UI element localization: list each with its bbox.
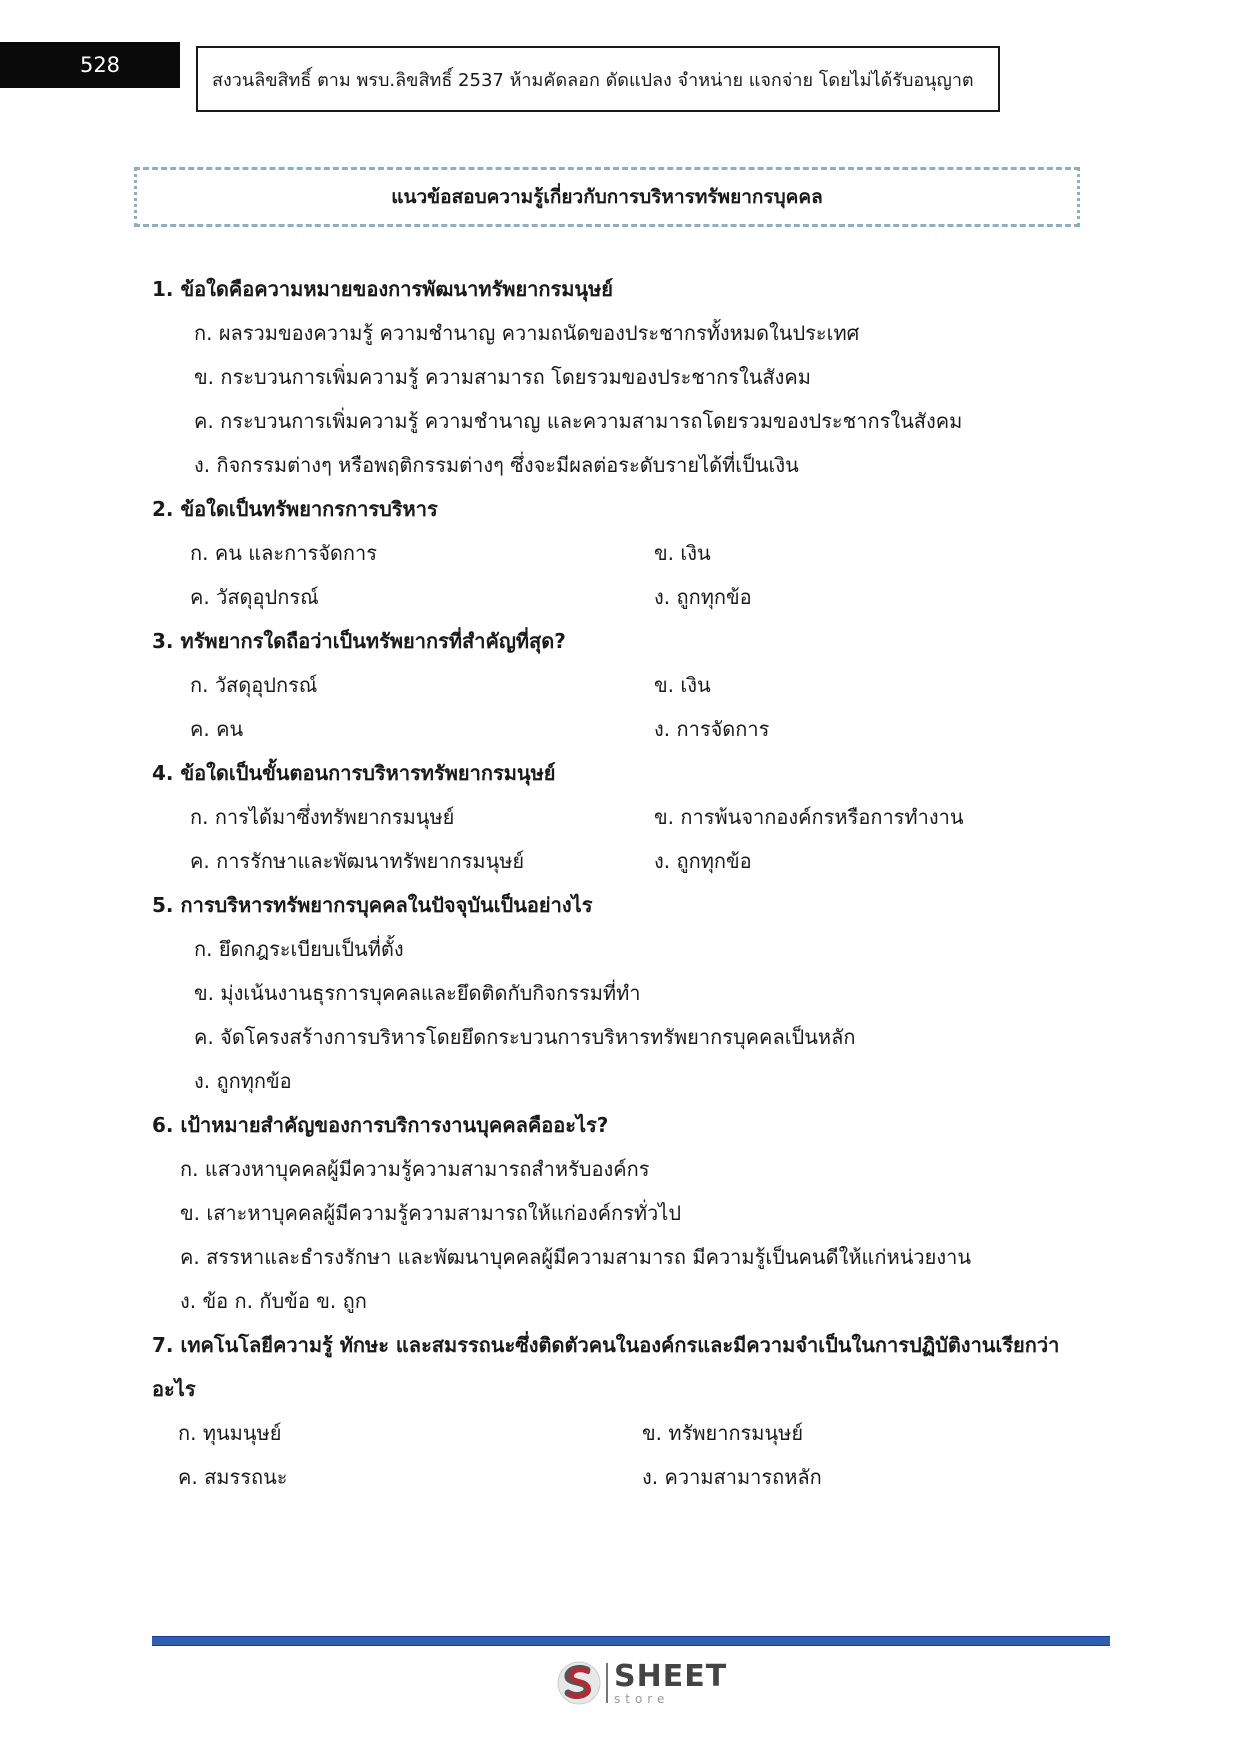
- q6-option-c: ค. สรรหาและธำรงรักษา และพัฒนาบุคคลผู้มีความสามารถ มีความรู้เป็นคนดีให้แก่หน่วยงาน: [180, 1245, 972, 1269]
- question-3: 3. ทรัพยากรใดถือว่าเป็นทรัพยากรที่สำคัญที่สุด?: [152, 629, 566, 653]
- q5-option-c: ค. จัดโครงสร้างการบริหารโดยยึดกระบวนการบริหารทรัพยากรบุคคลเป็นหลัก: [194, 1025, 856, 1049]
- q3-option-c: ค. คน: [190, 717, 244, 741]
- q2-option-d: ง. ถูกทุกข้อ: [654, 585, 752, 609]
- page-number: 528: [0, 42, 180, 88]
- question-list: [152, 267, 1082, 1499]
- q3-option-a: ก. วัสดุอุปกรณ์: [190, 673, 318, 697]
- logo-separator: [606, 1663, 608, 1703]
- q6-option-a: ก. แสวงหาบุคคลผู้มีความรู้ความสามารถสำหรับองค์กร: [180, 1157, 650, 1181]
- question-1: 1. ข้อใดคือความหมายของการพัฒนาทรัพยากรมนุษย์: [152, 277, 613, 301]
- q5-option-b: ข. มุ่งเน้นงานธุรการบุคคลและยึดติดกับกิจกรรมที่ทำ: [194, 981, 641, 1005]
- question-2: 2. ข้อใดเป็นทรัพยากรการบริหาร: [152, 497, 438, 521]
- question-6: 6. เป้าหมายสำคัญของการบริการงานบุคคลคืออะไร?: [152, 1113, 609, 1137]
- q4-option-c: ค. การรักษาและพัฒนาทรัพยากรมนุษย์: [190, 849, 525, 873]
- q1-option-d: ง. กิจกรรมต่างๆ หรือพฤติกรรมต่างๆ ซึ่งจะมีผลต่อระดับรายได้ที่เป็นเงิน: [194, 453, 799, 477]
- sheet-logo-icon: [556, 1660, 602, 1706]
- question-4: 4. ข้อใดเป็นขั้นตอนการบริหารทรัพยากรมนุษย์: [152, 761, 556, 785]
- q2-option-c: ค. วัสดุอุปกรณ์: [190, 585, 319, 609]
- q3-option-b: ข. เงิน: [654, 673, 711, 697]
- q4-option-d: ง. ถูกทุกข้อ: [654, 849, 752, 873]
- copyright-notice: สงวนลิขสิทธิ์ ตาม พรบ.ลิขสิทธิ์ 2537 ห้ามคัดลอก ดัดแปลง จำหน่าย แจกจ่าย โดยไม่ได้รับอนุญาต: [196, 46, 1000, 112]
- footer-rule: [152, 1636, 1110, 1646]
- q3-option-d: ง. การจัดการ: [654, 717, 770, 741]
- sheet-store-logo: [556, 1660, 727, 1706]
- q7-option-a: ก. ทุนมนุษย์: [178, 1421, 282, 1445]
- q2-option-b: ข. เงิน: [654, 541, 711, 565]
- q4-option-a: ก. การได้มาซึ่งทรัพยากรมนุษย์: [190, 805, 455, 829]
- page-title: แนวข้อสอบความรู้เกี่ยวกับการบริหารทรัพยากรบุคคล: [134, 167, 1080, 227]
- q5-option-a: ก. ยึดกฎระเบียบเป็นที่ตั้ง: [194, 937, 404, 961]
- q6-option-d: ง. ข้อ ก. กับข้อ ข. ถูก: [180, 1289, 367, 1313]
- logo-subtext: store: [614, 1691, 670, 1706]
- question-5: 5. การบริหารทรัพยากรบุคคลในปัจจุบันเป็นอย่างไร: [152, 893, 593, 917]
- q4-option-b: ข. การพ้นจากองค์กรหรือการทำงาน: [654, 805, 964, 829]
- q7-option-b: ข. ทรัพยากรมนุษย์: [642, 1421, 804, 1445]
- q7-option-d: ง. ความสามารถหลัก: [642, 1465, 822, 1489]
- q1-option-c: ค. กระบวนการเพิ่มความรู้ ความชำนาญ และความสามารถโดยรวมของประชากรในสังคม: [194, 409, 963, 433]
- q1-option-a: ก. ผลรวมของความรู้ ความชำนาญ ความถนัดของประชากรทั้งหมดในประเทศ: [194, 321, 860, 345]
- q2-option-a: ก. คน และการจัดการ: [190, 541, 377, 565]
- q6-option-b: ข. เสาะหาบุคคลผู้มีความรู้ความสามารถให้แก่องค์กรทั่วไป: [180, 1201, 682, 1225]
- q1-option-b: ข. กระบวนการเพิ่มความรู้ ความสามารถ โดยรวมของประชากรในสังคม: [194, 365, 811, 389]
- logo-text: SHEET: [614, 1658, 728, 1694]
- question-7: 7. เทคโนโลยีความรู้ ทักษะ และสมรรถนะซึ่งติดตัวคนในองค์กรและมีความจำเป็นในการปฏิบัติงานเรียกว่าอะไร: [152, 1333, 1060, 1401]
- q5-option-d: ง. ถูกทุกข้อ: [194, 1069, 292, 1093]
- q7-option-c: ค. สมรรถนะ: [178, 1465, 288, 1489]
